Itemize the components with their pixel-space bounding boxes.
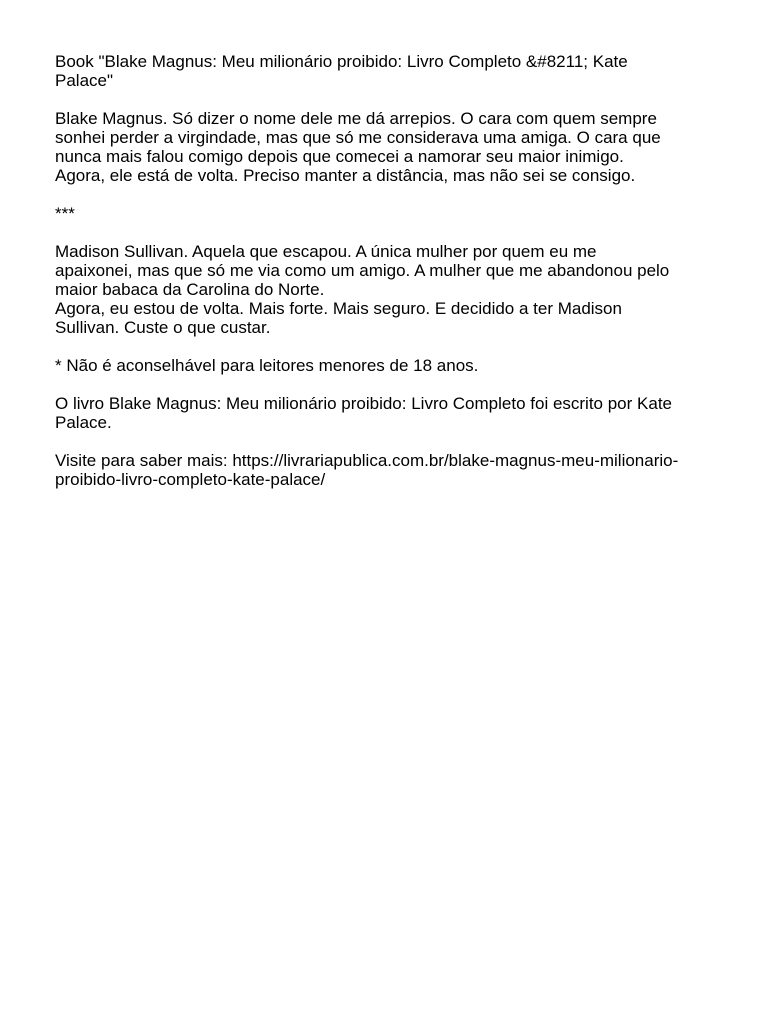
text-line: apaixonei, mas que só me via como um amigo. A mulher que me abandonou pelo <box>55 261 670 280</box>
text-line: Agora, ele está de volta. Preciso manter a distância, mas não sei se consigo. <box>55 166 636 185</box>
text-line: Agora, eu estou de volta. Mais forte. Mais seguro. E decidido a ter Madison <box>55 299 622 318</box>
text-line: maior babaca da Carolina do Norte. <box>55 280 325 299</box>
text-line: O livro Blake Magnus: Meu milionário proibido: Livro Completo foi escrito por Kate <box>55 394 672 413</box>
title-line: Book "Blake Magnus: Meu milionário proibido: Livro Completo &#8211; Kate <box>55 52 628 71</box>
text-line: sonhei perder a virgindade, mas que só me considerava uma amiga. O cara que <box>55 128 661 147</box>
section-separator: *** <box>55 204 75 223</box>
text-line: nunca mais falou comigo depois que comecei a namorar seu maior inimigo. <box>55 147 624 166</box>
text-line: proibido-livro-completo-kate-palace/ <box>55 470 326 489</box>
age-warning: * Não é aconselhável para leitores menores de 18 anos. <box>55 356 479 375</box>
document-title <box>55 52 725 90</box>
text-line: Blake Magnus. Só dizer o nome dele me dá arrepios. O cara com quem sempre <box>55 109 657 128</box>
text-line: Palace. <box>55 413 112 432</box>
document-page <box>55 52 725 508</box>
text-line: Visite para saber mais: https://livrariapublica.com.br/blake-magnus-meu-milionario- <box>55 451 679 470</box>
synopsis-paragraph-blake <box>55 109 725 185</box>
visit-link-note <box>55 451 725 489</box>
author-note <box>55 394 725 432</box>
text-line: Madison Sullivan. Aquela que escapou. A única mulher por quem eu me <box>55 242 597 261</box>
title-line: Palace" <box>55 71 114 90</box>
text-line: Sullivan. Custe o que custar. <box>55 318 271 337</box>
synopsis-paragraph-madison <box>55 242 725 337</box>
